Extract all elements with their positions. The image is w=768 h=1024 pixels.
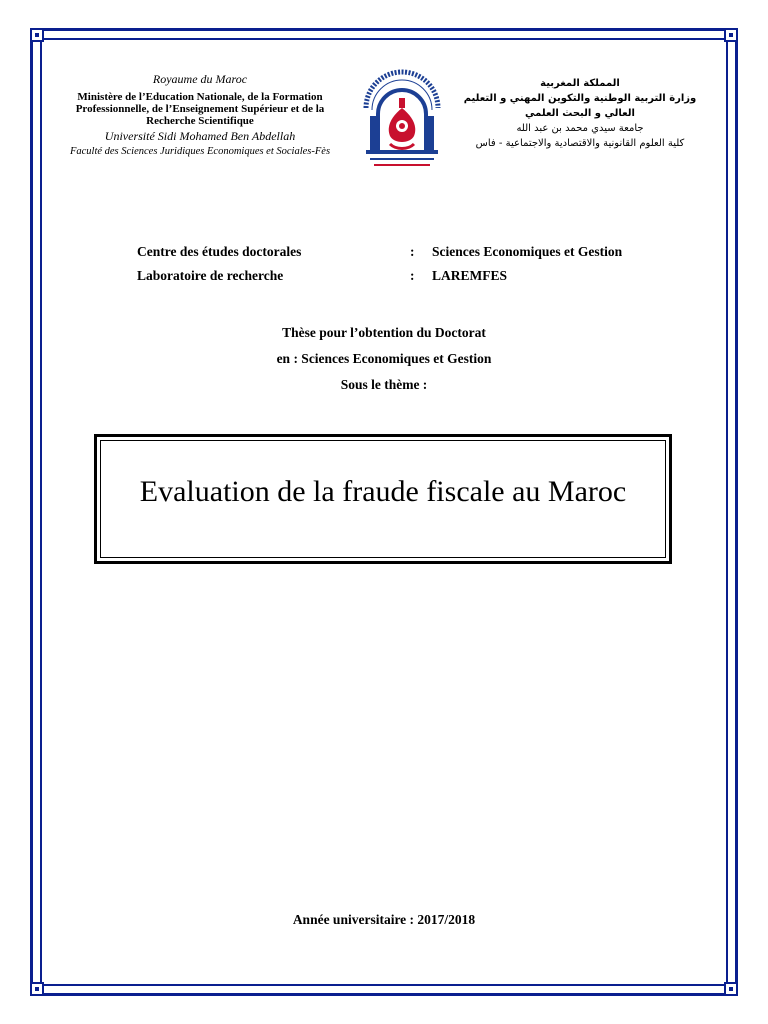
faculty-name-arabic: كلية العلوم القانونية والاقتصادية والاجتماعية - فاس	[475, 138, 685, 149]
thesis-purpose: Thèse pour l’obtention du Doctorat	[282, 325, 486, 340]
thesis-theme-label: Sous le thème :	[340, 377, 428, 392]
title-box-inner	[100, 440, 666, 558]
info-label: Laboratoire de recherche	[137, 268, 284, 283]
thesis-info	[137, 244, 677, 292]
corner-ornament	[724, 28, 738, 42]
thesis-title: Evaluation de la fraude fiscale au Maroc	[139, 475, 627, 508]
corner-ornament	[30, 28, 44, 42]
info-value: LAREMFES	[432, 268, 508, 283]
thesis-field: en : Sciences Economiques et Gestion	[276, 351, 492, 366]
info-row-doctoral-center	[137, 244, 677, 268]
corner-ornament	[30, 982, 44, 996]
header-right	[460, 76, 700, 151]
kingdom-name-arabic: المملكة المغربية	[540, 78, 620, 89]
faculty-name: Faculté des Sciences Juridiques Economiques et Sociales-Fès	[69, 146, 331, 157]
corner-ornament	[724, 982, 738, 996]
header-left	[60, 73, 340, 158]
info-separator: :	[410, 268, 415, 283]
info-separator: :	[410, 244, 415, 259]
thesis-description	[40, 320, 728, 398]
info-label: Centre des études doctorales	[137, 244, 302, 259]
info-row-laboratory	[137, 268, 677, 292]
ministry-name-arabic: وزارة التربية الوطنية والتكوين المهني و التعليم العالي و البحث العلمي	[463, 93, 697, 119]
ministry-name: Ministère de l’Education Nationale, de la Formation Professionnelle, de l’Enseignement Supérieur et de la Recherche Scientifique	[75, 91, 325, 127]
university-name: Université Sidi Mohamed Ben Abdellah	[104, 129, 296, 143]
university-name-arabic: جامعة سيدي محمد بن عبد الله	[516, 123, 644, 134]
university-emblem-icon	[356, 64, 448, 172]
academic-year: Année universitaire : 2017/2018	[292, 912, 476, 927]
kingdom-name: Royaume du Maroc	[152, 72, 248, 86]
title-box	[94, 434, 672, 564]
info-value: Sciences Economiques et Gestion	[432, 244, 623, 259]
